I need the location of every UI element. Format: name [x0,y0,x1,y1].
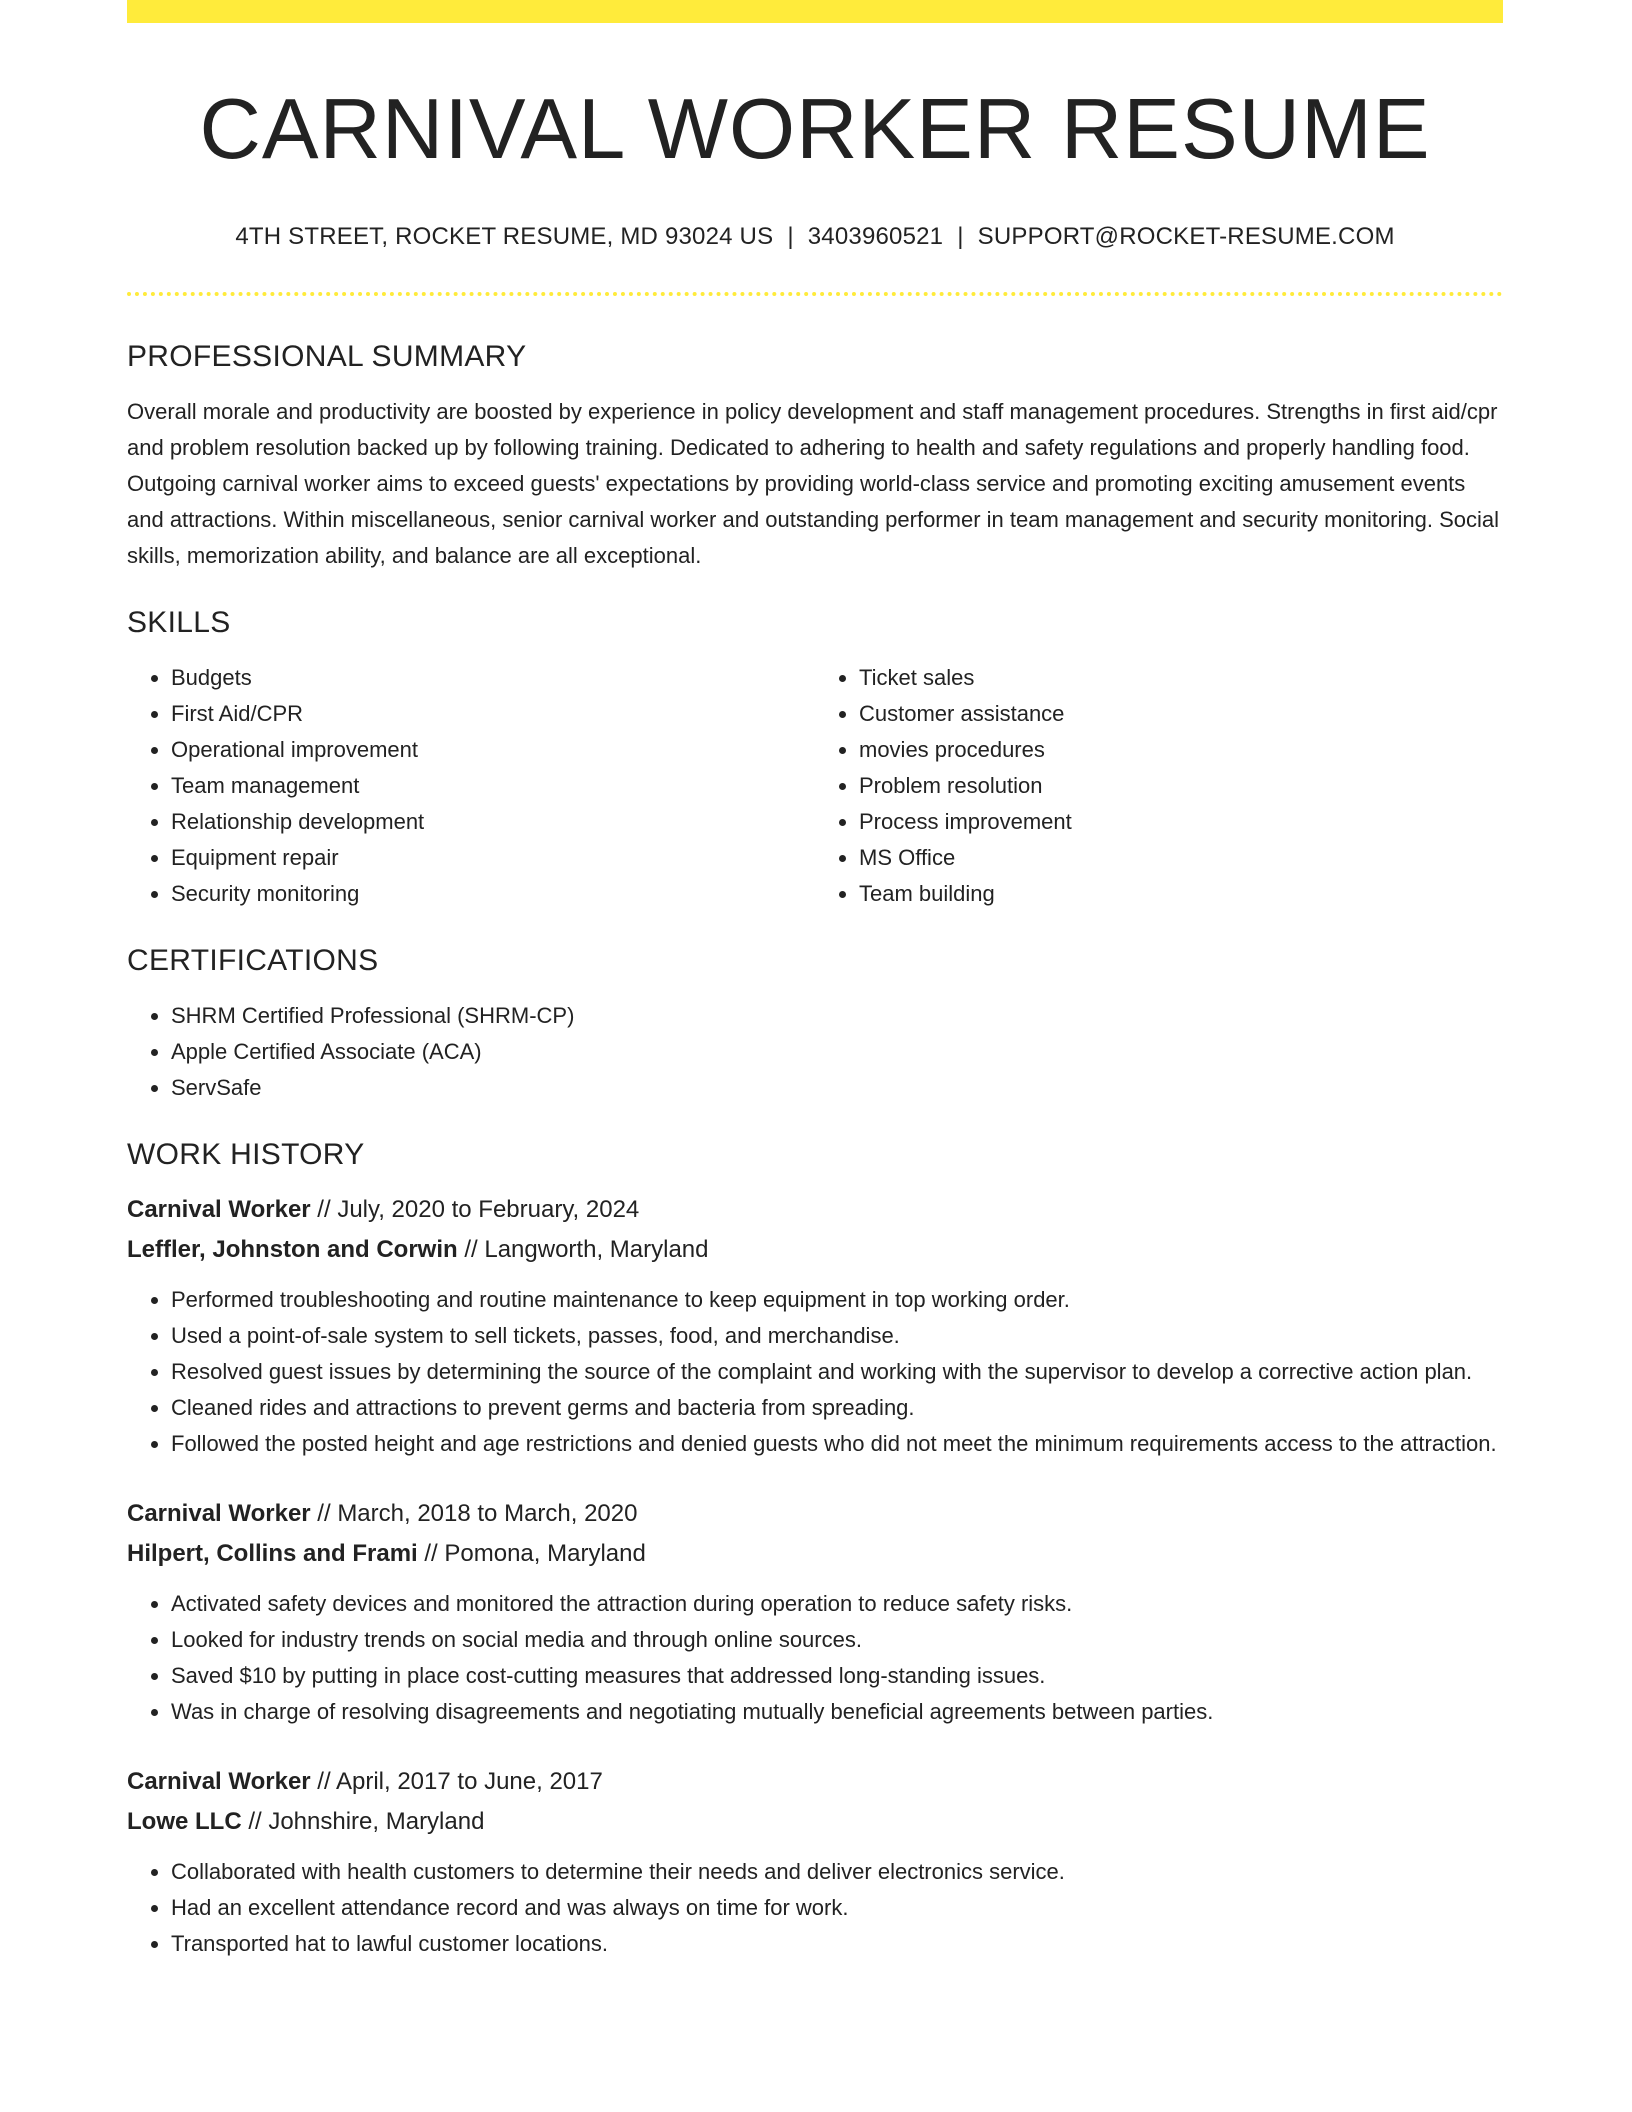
job-bullet: • Transported hat to lawful customer locations. [171,1926,1503,1962]
certification-item: • ServSafe [171,1070,1503,1106]
skill-item: • Operational improvement [171,732,815,768]
certification-item: • SHRM Certified Professional (SHRM-CP) [171,998,1503,1034]
job-bullets [127,1282,1503,1462]
job-location: // Johnshire, Maryland [241,1807,485,1835]
certifications-heading: CERTIFICATIONS [127,943,379,977]
job-title: Carnival Worker [127,1499,311,1527]
job-bullet: • Performed troubleshooting and routine maintenance to keep equipment in top working order. [171,1282,1503,1318]
contact-phone: 3403960521 [807,222,944,250]
summary-heading: PROFESSIONAL SUMMARY [127,339,527,373]
skill-item: • MS Office [859,840,1503,876]
certification-item: • Apple Certified Associate (ACA) [171,1034,1503,1070]
skill-item: • movies procedures [859,732,1503,768]
skills-list-left [127,660,815,912]
job-title: Carnival Worker [127,1195,311,1223]
job-title-line [127,1762,1503,1802]
skill-item: • Relationship development [171,804,815,840]
job-company-line [127,1534,1503,1574]
page-title: CARNIVAL WORKER RESUME [199,82,1431,177]
job-entry [127,1494,1503,1730]
skills-columns [127,660,1503,912]
job-title: Carnival Worker [127,1767,311,1795]
job-title-line [127,1190,1503,1230]
job-bullet: • Was in charge of resolving disagreements and negotiating mutually beneficial agreements between parties. [171,1694,1503,1730]
summary-text: Overall morale and productivity are boosted by experience in policy development and staff management procedures. Strengths in first aid/cpr and problem resolution backed up by following training. Dedicated to adhering to health and safety regulations and properly handling food. Outgoing carnival worker aims to exceed guests' expectations by providing world-class service and promoting exciting amusement events and attractions. Within miscellaneous, senior carnival worker and outstanding performer in team management and security monitoring. Social skills, memorization ability, and balance are all exceptional. [127,398,1500,568]
skill-item: • Team building [859,876,1503,912]
job-entry [127,1762,1503,1962]
job-company-line [127,1230,1503,1270]
job-bullet: • Followed the posted height and age restrictions and denied guests who did not meet the minimum requirements access to the attraction. [171,1426,1503,1462]
contact-separator: | [787,222,794,250]
job-bullet: • Collaborated with health customers to determine their needs and deliver electronics service. [171,1854,1503,1890]
job-dates: // July, 2020 to February, 2024 [310,1195,640,1223]
job-bullet: • Activated safety devices and monitored the attraction during operation to reduce safety risks. [171,1586,1503,1622]
job-entry [127,1190,1503,1462]
job-company-line [127,1802,1503,1842]
job-title-line [127,1494,1503,1534]
skill-item: • Budgets [171,660,815,696]
job-dates: // March, 2018 to March, 2020 [310,1499,638,1527]
job-location: // Pomona, Maryland [417,1539,646,1567]
skills-section [127,606,1503,912]
job-bullet: • Had an excellent attendance record and was always on time for work. [171,1890,1503,1926]
work-history-section [127,1138,1503,1962]
job-company: Hilpert, Collins and Frami [127,1539,418,1567]
certifications-section [127,944,1503,1106]
job-dates: // April, 2017 to June, 2017 [310,1767,603,1795]
skills-heading: SKILLS [127,605,231,639]
job-bullet: • Cleaned rides and attractions to prevent germs and bacteria from spreading. [171,1390,1503,1426]
contact-separator: | [957,222,964,250]
job-bullets [127,1854,1503,1962]
skill-item: • Problem resolution [859,768,1503,804]
skill-item: • Ticket sales [859,660,1503,696]
skill-item: • Customer assistance [859,696,1503,732]
top-accent-bar [127,0,1503,23]
contact-email[interactable]: SUPPORT@ROCKET-RESUME.COM [977,222,1395,250]
skill-item: • Equipment repair [171,840,815,876]
job-company: Lowe LLC [127,1807,242,1835]
work-history-heading: WORK HISTORY [127,1137,365,1171]
skills-list-right [815,660,1503,912]
job-location: // Langworth, Maryland [457,1235,709,1263]
dotted-divider [127,292,1503,296]
job-bullet: • Resolved guest issues by determining the source of the complaint and working with the supervisor to develop a corrective action plan. [171,1354,1503,1390]
skill-item: • Security monitoring [171,876,815,912]
job-bullet: • Used a point-of-sale system to sell tickets, passes, food, and merchandise. [171,1318,1503,1354]
job-bullets [127,1586,1503,1730]
job-bullet: • Saved $10 by putting in place cost-cutting measures that addressed long-standing issues. [171,1658,1503,1694]
contact-address: 4TH STREET, ROCKET RESUME, MD 93024 US [235,222,774,250]
job-bullet: • Looked for industry trends on social media and through online sources. [171,1622,1503,1658]
skill-item: • Team management [171,768,815,804]
skill-item: • First Aid/CPR [171,696,815,732]
resume-page [127,0,1503,1962]
certifications-list [127,998,1503,1106]
summary-section [127,340,1503,574]
skill-item: • Process improvement [859,804,1503,840]
contact-line [127,223,1503,252]
job-company: Leffler, Johnston and Corwin [127,1235,458,1263]
